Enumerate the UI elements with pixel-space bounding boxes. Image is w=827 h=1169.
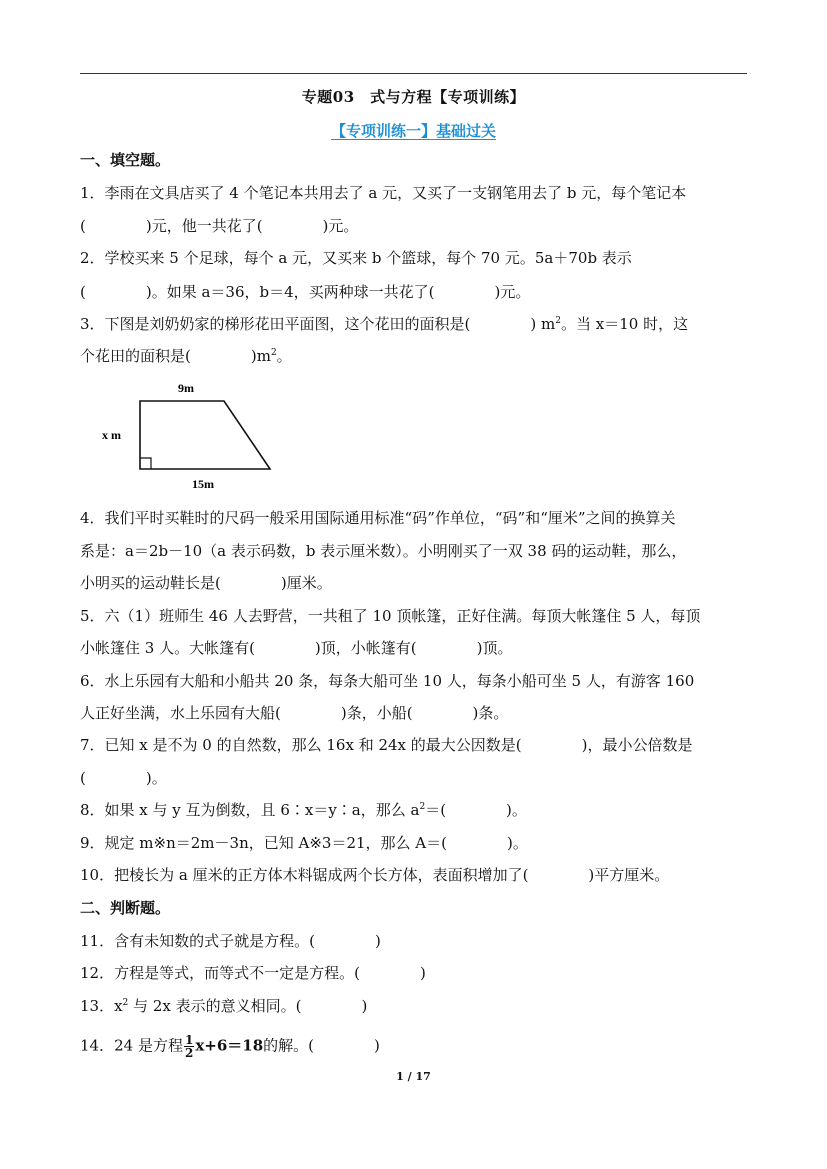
question-6-line-1: 6．水上乐园有大船和小船共 20 条，每条大船可坐 10 人，每条小船可坐 5 人，有游客 160	[80, 672, 695, 690]
right-angle-mark	[140, 458, 151, 469]
question-11: 11．含有未知数的式子就是方程。( )	[80, 932, 381, 950]
question-6-line-2: 人正好坐满，水上乐园有大船( )条，小船( )条。	[80, 704, 509, 722]
question-1-line-2: ( )元，他一共花了( )元。	[80, 217, 359, 235]
question-12: 12．方程是等式，而等式不一定是方程。( )	[80, 964, 426, 982]
question-3-line-2: 个花田的面积是( )$m^2$。	[80, 347, 292, 365]
question-13	[80, 996, 750, 1016]
question-14	[80, 1034, 750, 1059]
q14-text-post: 的解。( )	[263, 1036, 380, 1055]
page-title: 专题03 式与方程【专项训练】	[301, 88, 526, 106]
section-subtitle[interactable]	[0, 120, 827, 141]
q3-sup-1: 2	[555, 316, 561, 326]
q3-text-post: 。当 x＝10 时，这	[560, 315, 689, 333]
question-5-line-1: 5．六（1）班师生 46 人去野营，一共租了 10 顶帐篷，正好住满。每顶大帐篷住 5 人，每顶	[80, 607, 701, 625]
question-7-line-2: ( )。	[80, 769, 167, 787]
q13-text-pre: 13．x	[80, 997, 123, 1015]
question-4-line-2: 系是：a＝2b－10（a 表示码数，b 表示厘米数）。小明刚买了一双 38 码的运动鞋，那么，	[80, 542, 687, 560]
subtitle-link[interactable]: 【专项训练一】基础过关	[330, 122, 496, 140]
section-judge-heading: 二、判断题。	[80, 899, 171, 917]
question-5-line-2: 小帐篷住 3 人。大帐篷有( )顶，小帐篷有( )顶。	[80, 639, 513, 657]
trapezoid-top-label: 9m	[178, 381, 194, 395]
trapezoid-bottom-label: 15m	[192, 477, 214, 491]
q14-equation: x+6＝18	[195, 1036, 264, 1055]
q8-sup: 2	[419, 802, 426, 812]
q14-text-pre: 14．24 是方程	[80, 1036, 183, 1055]
q14-denominator: 2	[184, 1046, 194, 1060]
question-4-line-1: 4．我们平时买鞋时的尺码一般采用国际通用标准“码”作单位，“码”和“厘米”之间的换算关	[80, 509, 676, 527]
question-2-line-2: ( )。如果 a＝36，b＝4，买两种球一共花了( )元。	[80, 283, 531, 301]
question-7-line-1: 7．已知 x 是不为 0 的自然数，那么 16x 和 24x 的最大公因数是( )，最小公倍数是	[80, 736, 693, 754]
question-3-line-1	[80, 314, 750, 334]
trapezoid-diagram	[96, 376, 286, 496]
page-number: 1 / 17	[396, 1070, 431, 1083]
question-4-line-3: 小明买的运动鞋长是( )厘米。	[80, 574, 332, 592]
trapezoid-shape	[140, 401, 270, 469]
q13-text-post: 与 2x 表示的意义相同。( )	[128, 997, 368, 1015]
question-2-line-1: 2．学校买来 5 个足球，每个 a 元，又买来 b 个篮球，每个 70 元。5a＋70b 表示	[80, 249, 632, 267]
q3-text-pre: 3．下图是刘奶奶家的梯形花田平面图，这个花田的面积是( ) m	[80, 315, 556, 333]
q14-numerator: 1	[184, 1033, 194, 1047]
q8-text-post: ＝( )。	[425, 801, 527, 819]
question-8	[80, 800, 750, 820]
question-1-line-1: 1．李雨在文具店买了 4 个笔记本共用去了 a 元，又买了一支钢笔用去了 b 元，每个笔记本	[80, 184, 687, 202]
question-10: 10．把棱长为 a 厘米的正方体木料锯成两个长方体，表面积增加了( )平方厘米。	[80, 866, 670, 884]
q8-text-pre: 8．如果 x 与 y 互为倒数，且 6∶x＝y∶a，那么 a	[80, 801, 420, 819]
section-fill-heading: 一、填空题。	[80, 151, 171, 169]
header-rule	[80, 73, 747, 74]
trapezoid-height-label: x m	[102, 428, 121, 442]
question-9: 9．规定 m※n＝2m－3n，已知 A※3＝21，那么 A＝( )。	[80, 834, 528, 852]
q3-line2-text: 个花田的面积是( )m	[80, 347, 271, 365]
q13-sup: 2	[122, 998, 129, 1008]
q3-sup-2: 2	[270, 348, 277, 358]
q14-fraction	[184, 1034, 194, 1059]
